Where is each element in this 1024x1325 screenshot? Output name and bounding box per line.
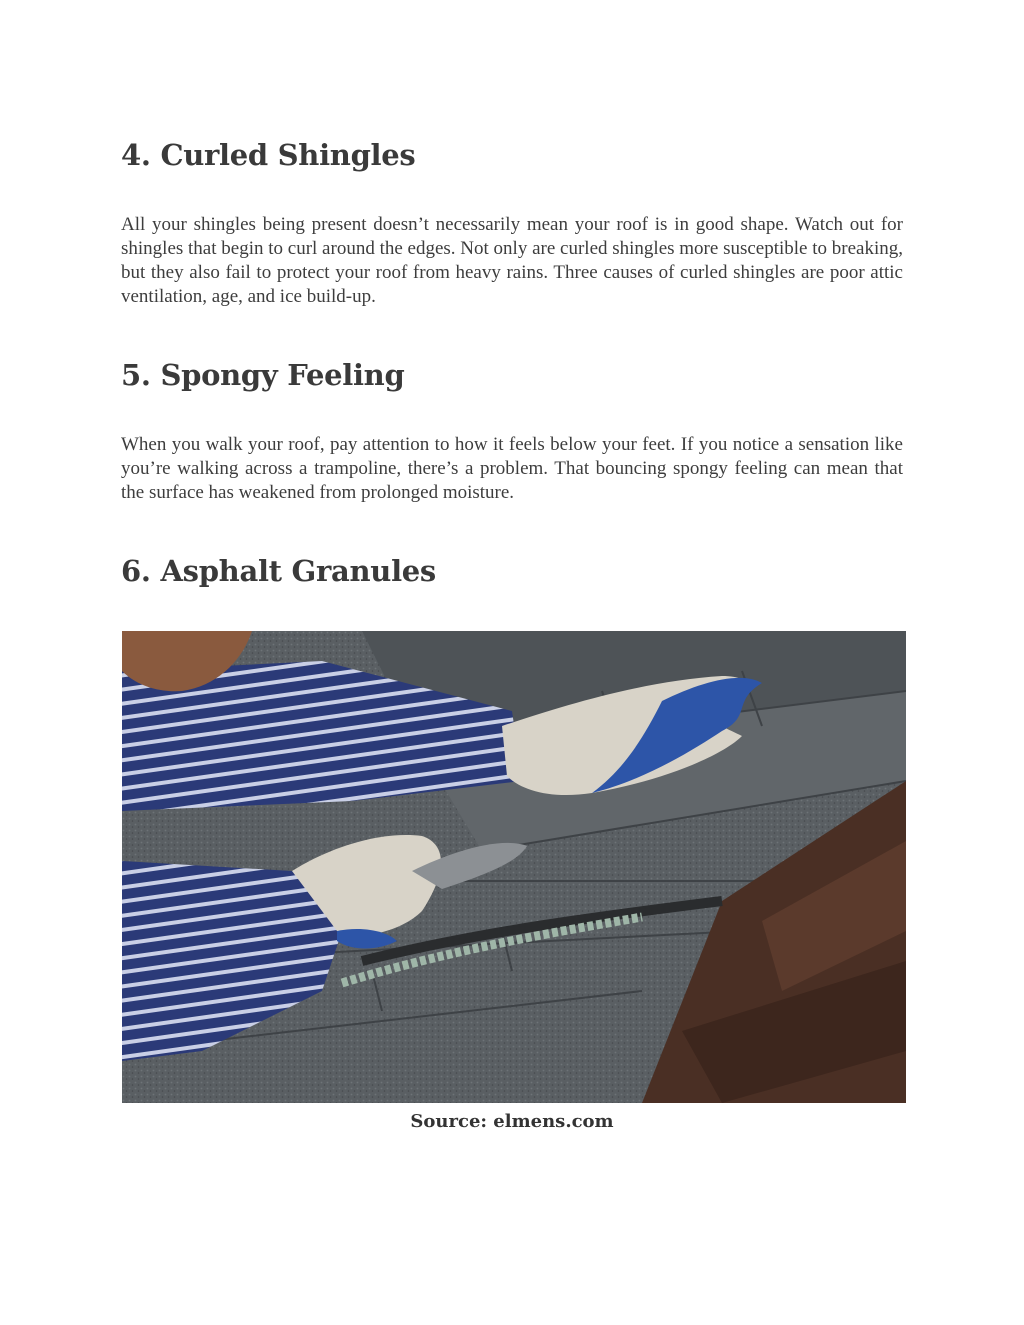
section-body-spongy-feeling: When you walk your roof, pay attention to how it feels below your feet. If you notice a sensation like you’re walking across a trampoline, there’s a problem. That bouncing spongy feeling can mean that the surface has weakened from prolonged moisture. <box>121 434 903 503</box>
section-heading-spongy-feeling: 5. Spongy Feeling <box>121 358 405 392</box>
figure-caption: Source: elmens.com <box>410 1111 614 1132</box>
section-heading-asphalt-granules: 6. Asphalt Granules <box>121 554 436 588</box>
roofer-photo <box>122 631 906 1103</box>
section-body-curled-shingles: All your shingles being present doesn’t necessarily mean your roof is in good shape. Watch out for shingles that begin to curl around the edges. Not only are curled shingles more susceptible to breaking, but they also fail to protect your roof from heavy rains. Three causes of curled shingles are poor attic ventilation, age, and ice build-up. <box>121 214 903 307</box>
section-heading-curled-shingles: 4. Curled Shingles <box>121 138 416 172</box>
